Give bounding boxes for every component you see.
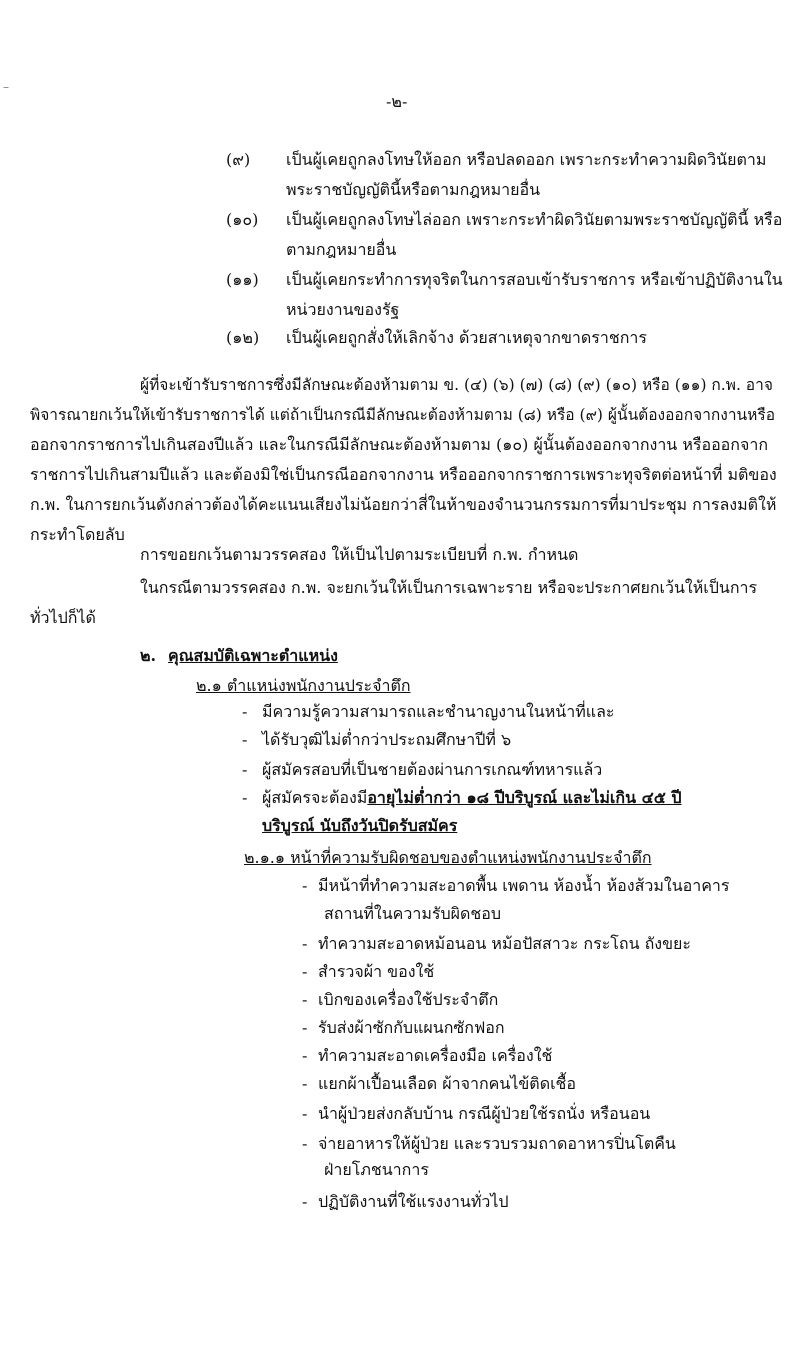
duties-title: ๒.๑.๑ หน้าที่ความรับผิดชอบของตำแหน่งพนักงานประจำตึก [244, 848, 652, 867]
duty-item: ทำความสะอาดหม้อนอน หม้อปัสสาวะ กระโถน ถังขยะ [318, 934, 691, 953]
item-text: เป็นผู้เคยถูกลงโทษไล่ออก เพราะกระทำผิดวินัยตามพระราชบัญญัตินี้ หรือ [286, 210, 783, 229]
item-text: เป็นผู้เคยถูกลงโทษให้ออก หรือปลดออก เพราะกระทำความผิดวินัยตาม [286, 150, 767, 169]
bullet-dash: - [302, 934, 308, 953]
margin-mark: – [3, 80, 9, 94]
section-title: คุณสมบัติเฉพาะตำแหน่ง [168, 646, 338, 665]
item-text: ตามกฎหมายอื่น [286, 240, 397, 259]
duty-item: มีหน้าที่ทำความสะอาดพื้น เพดาน ห้องน้ำ ห้องส้วมในอาคาร [318, 876, 730, 895]
rule-paragraph: การขอยกเว้นตามวรรคสอง ให้เป็นไปตามระเบียบที่ ก.พ. กำหนด [140, 545, 579, 564]
duty-item: นำผู้ป่วยส่งกลับบ้าน กรณีผู้ป่วยใช้รถนั่ง หรือนอน [318, 1104, 651, 1123]
item-text: หน่วยงานของรัฐ [286, 300, 400, 319]
list-item: มีความรู้ความสามารถและชำนาญงานในหน้าที่และ [262, 702, 615, 721]
paragraph-line: พิจารณายกเว้นให้เข้ารับราชการได้ แต่ถ้าเป็นกรณีมีลักษณะต้องห้ามตาม (๘) หรือ (๙) ผู้นั้นต้องออกจากงานหรือ [30, 406, 775, 424]
item-text: พระราชบัญญัตินี้หรือตามกฎหมายอื่น [286, 180, 541, 199]
duty-item: รับส่งผ้าซักกับแผนกซักฟอก [318, 1018, 505, 1037]
bullet-dash: - [302, 1192, 308, 1211]
paragraph-line: ออกจากราชการไปเกินสองปีแล้ว และในกรณีมีลักษณะต้องห้ามตาม (๑๐) ผู้นั้นต้องออกจากงาน หรือออกจาก [30, 435, 769, 454]
paragraph-line: ทั่วไปก็ได้ [30, 608, 96, 627]
item-number: (๑๑) [226, 270, 259, 289]
section-number: ๒. [140, 646, 157, 665]
paragraph-line: ผู้ที่จะเข้ารับราชการซึ่งมีลักษณะต้องห้ามตาม ข. (๔) (๖) (๗) (๘) (๙) (๑๐) หรือ (๑๑) ก.พ. อาจ [140, 376, 773, 394]
paragraph-line: ในกรณีตามวรรคสอง ก.พ. จะยกเว้นให้เป็นการเฉพาะราย หรือจะประกาศยกเว้นให้เป็นการ [140, 578, 758, 597]
bullet-dash: - [302, 876, 308, 895]
bullet-dash: - [242, 730, 248, 749]
item-text: เป็นผู้เคยกระทำการทุจริตในการสอบเข้ารับราชการ หรือเข้าปฏิบัติงานใน [286, 270, 783, 289]
item-number: (๑๒) [226, 328, 260, 347]
paragraph-line: ราชการไปเกินสามปีแล้ว และต้องมิใช่เป็นกรณีออกจากงาน หรือออกจากราชการเพราะทุจริตต่อหน้าที่ มติของ [30, 465, 777, 484]
bullet-dash: - [302, 1046, 308, 1065]
paragraph-line: ก.พ. ในการยกเว้นดังกล่าวต้องได้คะแนนเสียงไม่น้อยกว่าสี่ในห้าของจำนวนกรรมการที่มาประชุม การลงมติให้ [30, 495, 777, 514]
item-number: (๙) [226, 150, 251, 169]
list-item: ได้รับวุฒิไม่ต่ำกว่าประถมศึกษาปีที่ ๖ [262, 730, 512, 749]
bullet-dash: - [242, 760, 248, 779]
item-number: (๑๐) [226, 210, 259, 229]
duty-item-cont: สถานที่ในความรับผิดชอบ [324, 904, 502, 923]
bullet-dash: - [242, 788, 248, 807]
bullet-dash: - [302, 1018, 308, 1037]
subsection-title: ๒.๑ ตำแหน่งพนักงานประจำตึก [196, 676, 411, 695]
duty-item: เบิกของเครื่องใช้ประจำตึก [318, 990, 499, 1009]
age-requirement: อายุไม่ต่ำกว่า ๑๘ ปีบริบูรณ์ และไม่เกิน ๔๕ ปี [367, 788, 682, 807]
list-item: ผู้สมัครสอบที่เป็นชายต้องผ่านการเกณฑ์ทหารแล้ว [262, 760, 603, 779]
duty-item: จ่ายอาหารให้ผู้ป่วย และรวบรวมถาดอาหารปิ่นโตคืน [318, 1134, 676, 1153]
bullet-dash: - [242, 702, 248, 721]
duty-item-cont: ฝ่ายโภชนาการ [324, 1160, 429, 1179]
bullet-dash: - [302, 1074, 308, 1093]
age-requirement-cont: บริบูรณ์ นับถึงวันปิดรับสมัคร [262, 816, 458, 835]
bullet-dash: - [302, 962, 308, 981]
duty-item: สำรวจผ้า ของใช้ [318, 962, 435, 981]
bullet-dash: - [302, 990, 308, 1009]
duty-item: ทำความสะอาดเครื่องมือ เครื่องใช้ [318, 1046, 553, 1065]
list-item [262, 788, 682, 808]
item-text: เป็นผู้เคยถูกสั่งให้เลิกจ้าง ด้วยสาเหตุจากขาดราชการ [286, 328, 647, 347]
duty-item: แยกผ้าเปื้อนเลือด ผ้าจากคนไข้ติดเชื้อ [318, 1074, 577, 1093]
bullet-dash: - [302, 1134, 308, 1153]
duty-item: ปฏิบัติงานที่ใช้แรงงานทั่วไป [318, 1192, 509, 1211]
bullet-dash: - [302, 1104, 308, 1123]
age-prefix: ผู้สมัครจะต้องมี [262, 788, 368, 807]
page-number: -๒- [386, 92, 408, 111]
paragraph-line: กระทำโดยลับ [30, 525, 125, 544]
